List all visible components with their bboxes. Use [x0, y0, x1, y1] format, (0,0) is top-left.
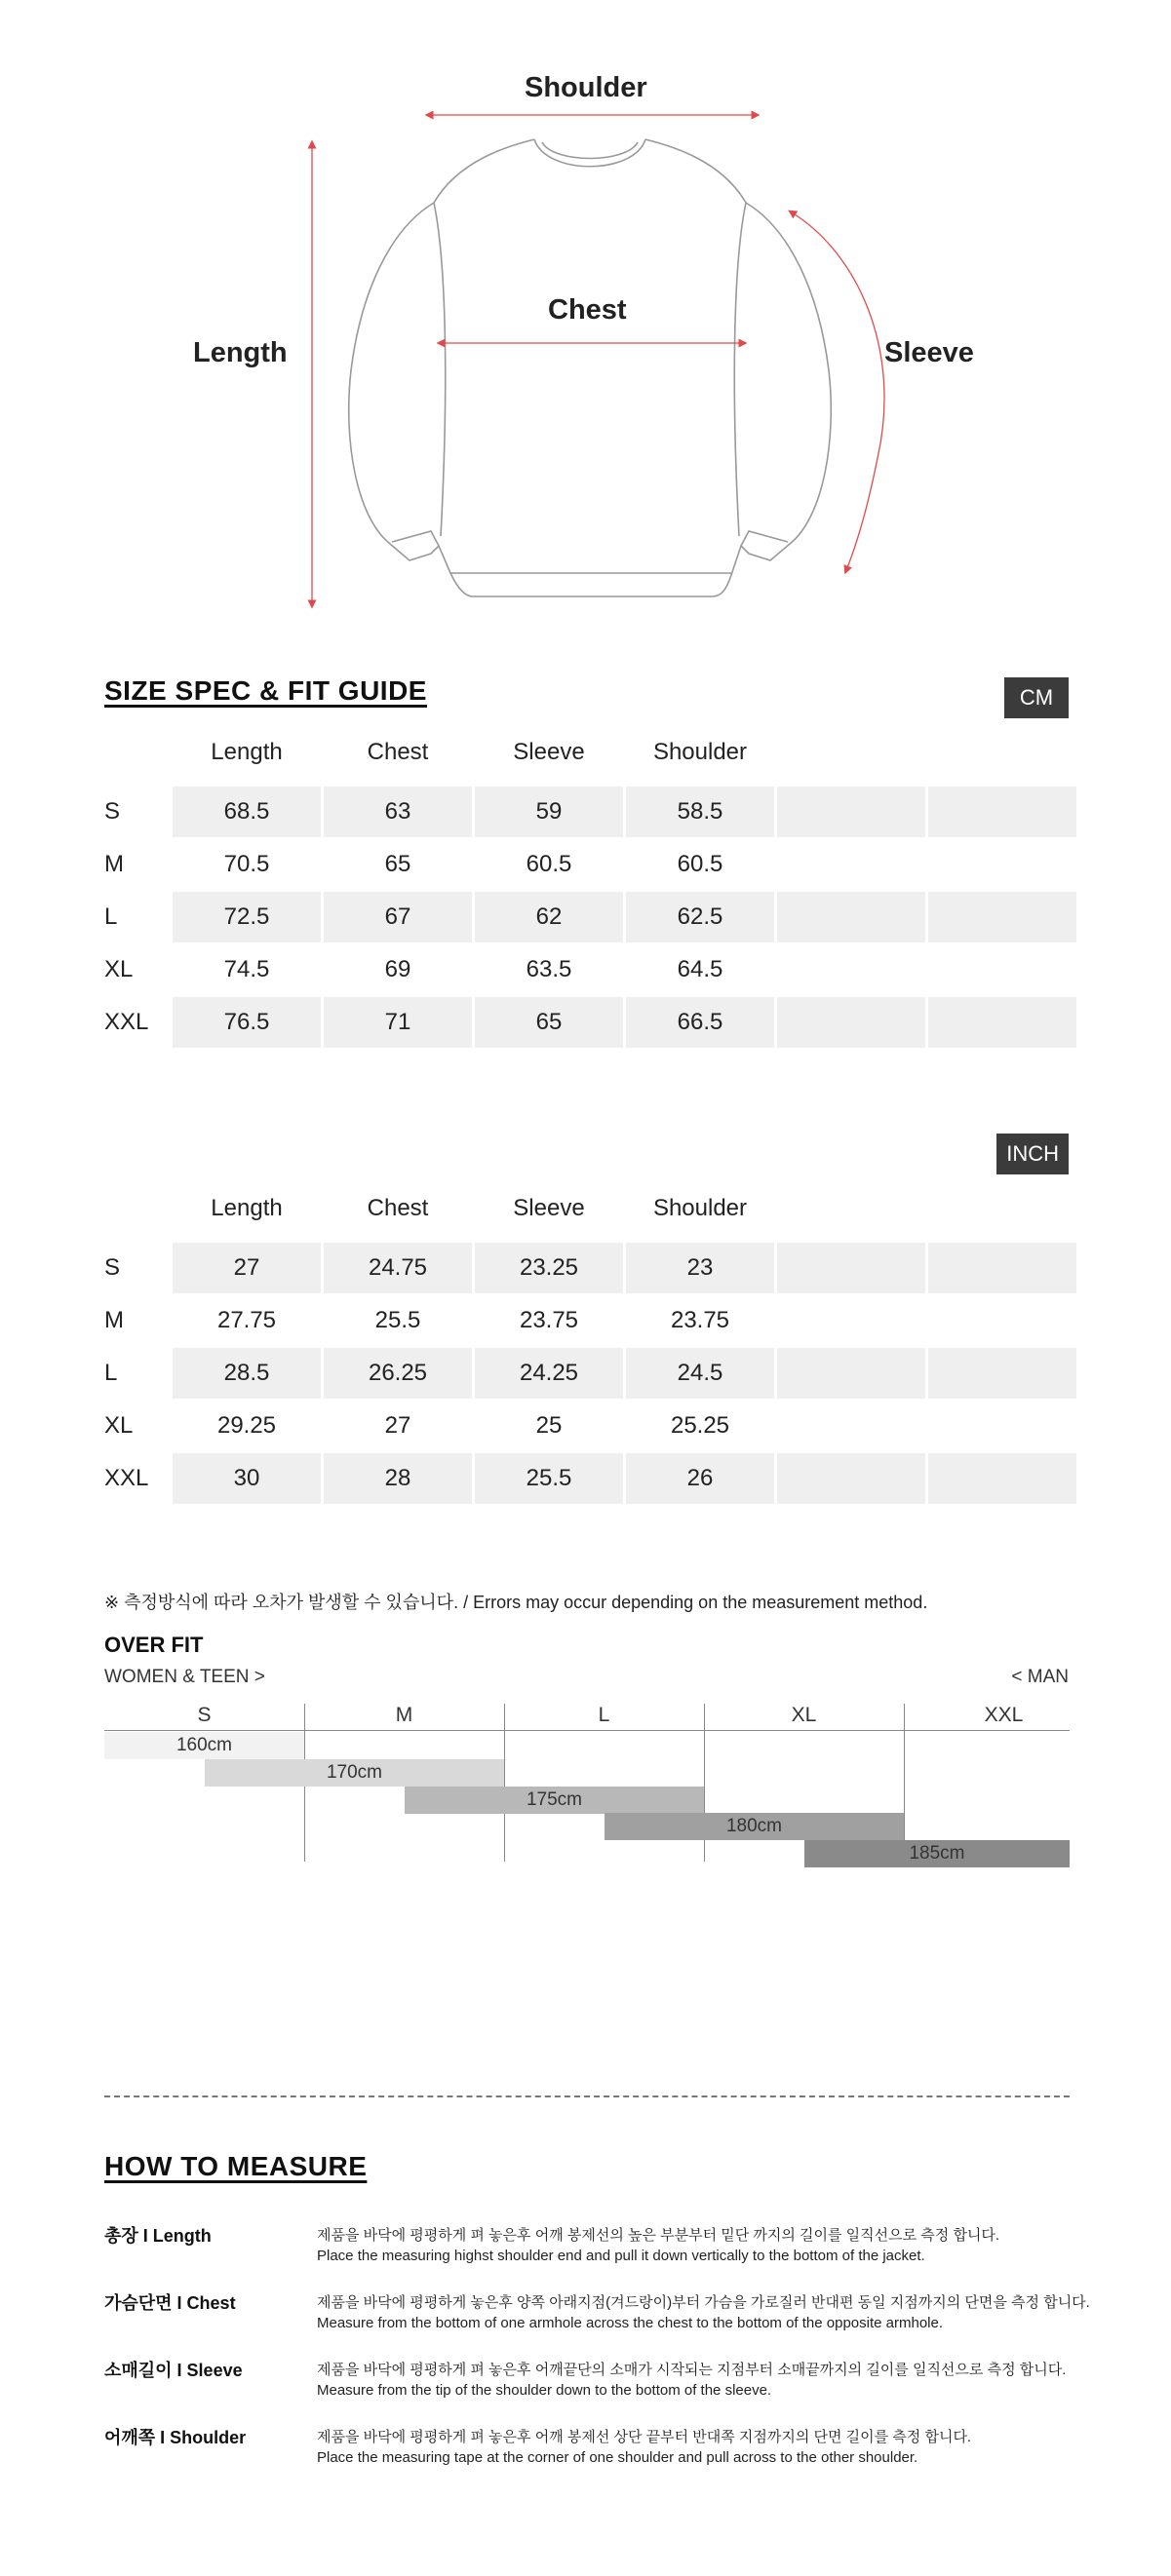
cell-chest: 65: [384, 851, 411, 877]
cell-length: 74.5: [223, 956, 270, 982]
cell-sleeve: 59: [475, 787, 623, 837]
measure-desc-en: Measure from the bottom of one armhole across the chest to the bottom of the opposite armhole.: [317, 2315, 944, 2331]
size-label: XXL: [104, 1009, 149, 1035]
cell-empty: [777, 1295, 925, 1346]
cell-sleeve: 60.5: [526, 851, 572, 877]
cell-empty: [928, 839, 1076, 890]
measure-desc-ko: 제품을 바닥에 평평하게 펴 놓은후 어깨 봉제선의 높은 부분부터 밑단 까지의 길이를 일직선으로 측정 합니다.: [317, 2227, 1000, 2244]
measure-desc-ko: 제품을 바닥에 평평하게 펴 놓은후 어깨 봉제선 상단 끝부터 반대쪽 지점까지의 단면 길이를 측정 합니다.: [317, 2429, 972, 2445]
cell-length: 68.5: [173, 787, 321, 837]
cell-shoulder: 23: [626, 1243, 774, 1293]
measure-label: 소매길이 I Sleeve: [104, 2361, 243, 2380]
size-label: XL: [104, 956, 134, 982]
col-header-sleeve: Sleeve: [513, 1195, 585, 1221]
measure-desc-en: Place the measuring highst shoulder end and pull it down vertically to the bottom of the jacket.: [317, 2248, 925, 2264]
over-fit-title: OVER FIT: [104, 1633, 204, 1657]
cell-sleeve: 23.75: [519, 1307, 579, 1333]
col-header-chest: Chest: [367, 1195, 429, 1221]
measurement-diagram: [0, 0, 1171, 624]
size-label: M: [104, 1307, 124, 1333]
cell-length: 27: [173, 1243, 321, 1293]
cell-sleeve: 25.5: [475, 1453, 623, 1504]
cell-shoulder: 60.5: [677, 851, 723, 877]
table-row: [104, 1453, 1070, 1504]
cell-shoulder: 64.5: [677, 956, 723, 982]
table-header: [104, 739, 1070, 768]
table-row: [104, 1295, 1070, 1346]
col-header-shoulder: Shoulder: [652, 739, 748, 765]
measurement-note: ※ 측정방식에 따라 오차가 발생할 수 있습니다. / Errors may occur depending on the measurement method.: [104, 1593, 928, 1612]
cell-empty: [777, 839, 925, 890]
man-label: < MAN: [1011, 1667, 1069, 1687]
table-row: [104, 787, 1070, 837]
cell-chest: 27: [384, 1412, 411, 1439]
table-row: [104, 1348, 1070, 1399]
cell-empty: [928, 944, 1076, 995]
cell-empty: [777, 1401, 925, 1451]
fit-size-m: M: [395, 1704, 413, 1726]
sleeve-arrow: [792, 212, 884, 570]
chest-label: Chest: [548, 294, 627, 326]
cell-length: 29.25: [216, 1412, 277, 1439]
col-header-sleeve: Sleeve: [513, 739, 585, 765]
dashed-divider: [104, 2095, 1070, 2097]
table-row: [104, 1243, 1070, 1293]
cell-length: 70.5: [223, 851, 270, 877]
table-row: [104, 997, 1070, 1048]
fit-header-line: [104, 1730, 1070, 1731]
col-header-length: Length: [211, 739, 283, 765]
fit-divider: [504, 1704, 505, 1862]
size-label: L: [104, 904, 118, 930]
cell-chest: 26.25: [324, 1348, 472, 1399]
cell-chest: 28: [324, 1453, 472, 1504]
table-row: [104, 944, 1070, 995]
height-bar-175: 175cm: [405, 1787, 704, 1814]
unit-badge-inch: INCH: [996, 1134, 1069, 1174]
cell-shoulder: 62.5: [626, 892, 774, 942]
cell-length: 28.5: [173, 1348, 321, 1399]
height-bar-160: 160cm: [104, 1732, 304, 1759]
cell-shoulder: 23.75: [670, 1307, 730, 1333]
cell-empty: [928, 892, 1076, 942]
cell-sleeve: 62: [475, 892, 623, 942]
size-label: S: [104, 798, 121, 825]
cell-shoulder: 24.5: [626, 1348, 774, 1399]
cell-sleeve: 63.5: [526, 956, 572, 982]
cell-empty: [928, 1243, 1076, 1293]
size-label: L: [104, 1360, 118, 1386]
unit-badge-cm: CM: [1004, 677, 1069, 718]
cell-shoulder: 26: [626, 1453, 774, 1504]
cell-empty: [777, 997, 925, 1048]
measure-label: 가슴단면 I Chest: [104, 2293, 236, 2313]
measure-arrows: [312, 115, 884, 604]
height-bar-185: 185cm: [804, 1840, 1070, 1867]
cell-sleeve: 25: [535, 1412, 563, 1439]
cell-chest: 63: [324, 787, 472, 837]
shoulder-label: Shoulder: [525, 72, 647, 103]
fit-size-xxl: XXL: [984, 1704, 1024, 1726]
fit-size-s: S: [197, 1704, 212, 1726]
cell-shoulder: 66.5: [626, 997, 774, 1048]
cell-empty: [777, 1243, 925, 1293]
table-row: [104, 839, 1070, 890]
size-label: XXL: [104, 1465, 149, 1491]
size-spec-title: SIZE SPEC & FIT GUIDE: [104, 675, 427, 706]
cell-length: 30: [173, 1453, 321, 1504]
cell-empty: [777, 892, 925, 942]
fit-divider: [904, 1704, 905, 1862]
how-to-measure-title: HOW TO MEASURE: [104, 2151, 368, 2181]
cell-sleeve: 24.25: [475, 1348, 623, 1399]
women-teen-label: WOMEN & TEEN >: [104, 1667, 265, 1687]
cell-sleeve: 65: [475, 997, 623, 1048]
cell-empty: [777, 944, 925, 995]
measure-desc-ko: 제품을 바닥에 평평하게 놓은후 양쪽 아래지점(겨드랑이)부터 가슴을 가로질러 반대편 동일 지점까지의 단면을 측정 합니다.: [317, 2294, 1090, 2311]
cell-chest: 67: [324, 892, 472, 942]
sweatshirt-outline: [349, 139, 832, 596]
height-bar-170: 170cm: [205, 1759, 504, 1787]
measure-label: 총장 I Length: [104, 2226, 212, 2246]
cell-empty: [928, 997, 1076, 1048]
length-label: Length: [193, 337, 288, 368]
cell-empty: [777, 1348, 925, 1399]
col-header-chest: Chest: [367, 739, 429, 765]
measure-label: 어깨쪽 I Shoulder: [104, 2428, 247, 2447]
size-label: M: [104, 851, 124, 877]
fit-size-xl: XL: [791, 1704, 817, 1726]
cell-length: 72.5: [173, 892, 321, 942]
size-label: XL: [104, 1412, 134, 1439]
fit-size-l: L: [598, 1704, 610, 1726]
cell-empty: [928, 1453, 1076, 1504]
cell-shoulder: 25.25: [670, 1412, 730, 1439]
cell-empty: [777, 787, 925, 837]
col-header-length: Length: [211, 1195, 283, 1221]
cell-empty: [777, 1453, 925, 1504]
sleeve-label: Sleeve: [884, 337, 974, 368]
cell-length: 27.75: [216, 1307, 277, 1333]
cell-empty: [928, 1401, 1076, 1451]
cell-empty: [928, 1295, 1076, 1346]
cell-chest: 69: [384, 956, 411, 982]
table-header: [104, 1195, 1070, 1224]
measure-desc-ko: 제품을 바닥에 평평하게 펴 놓은후 어깨끝단의 소매가 시작되는 지점부터 소매끝까지의 길이를 일직선으로 측정 합니다.: [317, 2362, 1067, 2378]
cell-empty: [928, 787, 1076, 837]
size-label: S: [104, 1254, 121, 1281]
cell-chest: 71: [324, 997, 472, 1048]
col-header-shoulder: Shoulder: [652, 1195, 748, 1221]
cell-empty: [928, 1348, 1076, 1399]
cell-chest: 25.5: [374, 1307, 421, 1333]
cell-shoulder: 58.5: [626, 787, 774, 837]
measure-desc-en: Place the measuring tape at the corner of one shoulder and pull across to the other shoulder.: [317, 2449, 918, 2466]
table-row: [104, 1401, 1070, 1451]
cell-chest: 24.75: [324, 1243, 472, 1293]
cell-sleeve: 23.25: [475, 1243, 623, 1293]
table-row: [104, 892, 1070, 942]
height-bar-180: 180cm: [605, 1813, 904, 1840]
measure-desc-en: Measure from the tip of the shoulder down to the bottom of the sleeve.: [317, 2382, 772, 2399]
cell-length: 76.5: [173, 997, 321, 1048]
